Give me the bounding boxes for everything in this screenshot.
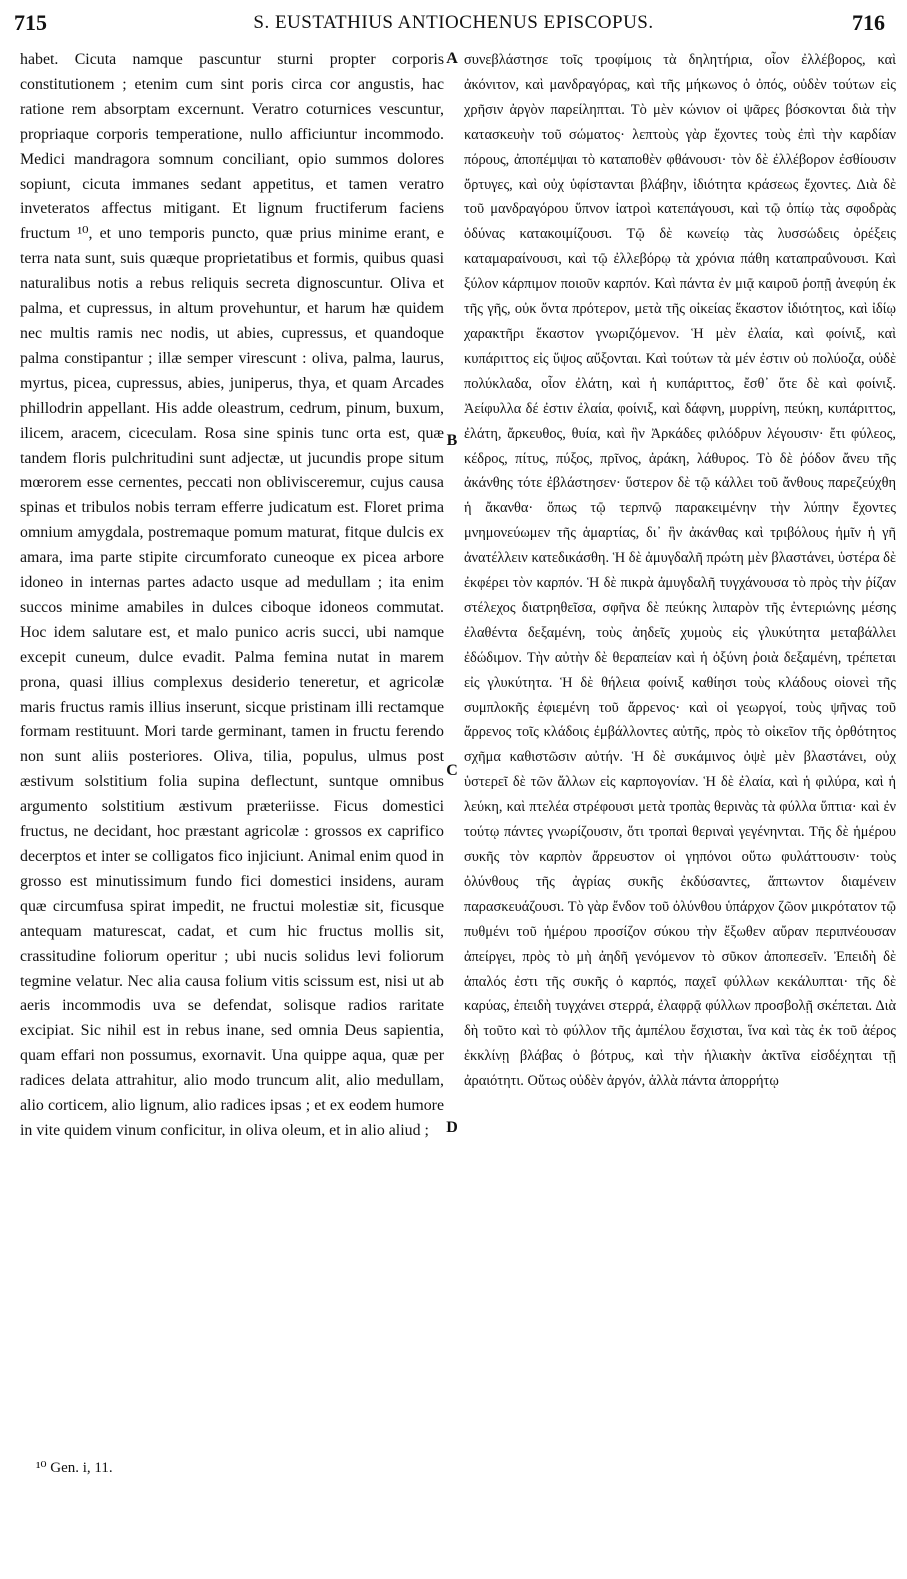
page-number-right: 716 bbox=[852, 10, 885, 35]
latin-column bbox=[20, 48, 444, 1443]
footnote: ¹⁰ Gen. i, 11. bbox=[36, 1460, 113, 1476]
section-marker-c: C bbox=[446, 762, 458, 779]
greek-column bbox=[464, 48, 896, 1443]
section-marker-a: A bbox=[446, 50, 458, 67]
section-marker-b: B bbox=[446, 432, 458, 449]
section-marker-d: D bbox=[446, 1119, 458, 1136]
latin-text: habet. Cicuta namque pascuntur sturni propter corporis constitutionem ; etenim cum sint poris circa cor angustis, hac ratione rem absorptam excernunt. Veratro coturnices vescuntur, propriaque corporis temperatione, nullo afficiuntur incommodo. Medici mandragora somnum conciliant, opio summos dolores sopiunt, cicuta immanes sedant appetitus, et tamen veratro inveteratos affectus mitigant. Et lignum fructiferum faciens fructum ¹⁰, et uno temporis puncto, quæ prius minime erant, e terra nata sunt, suis quæque proprietatibus et formis, quibus quasi naturalibus notis a rebus reliquis secreta dignoscuntur. Oliva et palma, et cupressus, in altum provehuntur, et harum hæ quidem nec multis ramis nec nodis, ut abies, cupressus, et quandoque palma constipantur ; illæ semper virescunt : oliva, palma, laurus, myrtus, picea, cupressus, abies, juniperus, thya, et quam Arcades phillodrin appellant. His adde oleastrum, cedrum, pinum, buxum, ilicem, aracem, ciceculam. Rosa sine spinis tunc orta est, quæ tandem floris pulchritudini sunt adjectæ, ut jucundis prope situm mœrorem esse cernentes, peccati non oblivisceremur, cujus causa spinas et tribulos nobis terram efferre judicatum est. Floret prima omnium amygdala, postremaque pomum maturat, fitque dulcis ex amara, ima parte stipite circumforato cuneoque ex picea arbore idoneo in internas partes adacto usque ad medullam ; ita enim succos minime amabiles in dulces ciboque idoneos commutat. Hoc idem salutare est, et malo punico acris succi, ubi namque excepit cuneum, dulce evadit. Palma femina nutat in marem prona, quasi illius complexus desiderio teneretur, et agricolæ maris fructus ramis illius inserunt, sicque pristinam illi rectamque formam restituunt. Mori tarde germinant, tamen in fructu ferendo non sunt aliis posteriores. Oliva, tilia, populus, ulmus post æstivum solstitium folia supina deflectunt, suntque omnibus argumento solstitium æstivum præteriisse. Ficus domestici fructus, ne decidant, hoc præstant agricolæ : grossos ex caprifico decerptos et inter se colligatos fico injiciunt. Animal enim quod in grosso est minutissimum fundo fici domestici insidens, auram quæ circumfusa spirat impedit, ne fructui molestiæ sit, ficusque antequam maturescat, cadat, et cum hic fructus mollis sit, crassitudine foliorum operitur ; ubi nucis solidus levi foliorum tegmine velatur. Nec alia causa folium vitis scissum est, nisi ut ab aeris incommodis uva se defendat, solisque radios raritate excipiat. Sic nihil est in rebus inane, sed omnia Deus sapientia, quam effari non possumus, exornavit. Una quippe aqua, quæ per radices delata attrahitur, alio modo truncum alit, alio medullam, alio corticem, alio lignum, alio radices ipsas ; et ex eodem humore in vite quidem vinum conficitur, in oliva oleum, et in alio aliud ; bbox=[20, 51, 444, 1139]
page-header bbox=[0, 8, 907, 42]
greek-text: συνεβλάστησε τοῖς τροφίμοις τὰ δηλητήρια, οἷον ἐλλέβορος, καὶ ἀκόνιτον, καὶ μανδραγόρας, καὶ τῆς μήκωνος ὁ ὀπός, οὐδὲν τούτων εἰς χρῆσιν ἀργὸν παρείληπται. Τὸ μὲν κώνιον οἱ ψᾶρες βόσκονται διὰ τὴν κατασκευὴν τοῦ σώματος· λεπτοὺς γὰρ ἔχοντες τοὺς ἐπὶ τὴν καρδίαν πόρους, ἀποπέμψαι τὸ καταποθὲν φθάνουσι· τὸν δὲ ἐλλέβορον ἐσθίουσιν ὄρτυγες, καὶ οὐχ ὑφίστανται βλάβην, ἰδιότητα κράσεως ἔχοντες. Διὰ δὲ τοῦ μανδραγόρου ὕπνον ἰατροὶ κατεπάγουσι, καὶ τῷ ὀπίῳ τὰς σφοδρὰς ὀδύνας κατακοιμίζουσι. Τῷ δὲ κωνείῳ τὰς λυσσώδεις ὀρέξεις καταμαραίνουσι, καὶ τῷ ἐλλεβόρῳ τὰ χρόνια πάθη καταπραΰνουσι. Καὶ ξύλον κάρπιμον ποιοῦν καρπόν. Καὶ πάντα ἐν μιᾷ καιροῦ ῥοπῇ ἀνεφύη ἐκ τῆς γῆς, οὐκ ὄντα πρότερον, μετὰ τῆς οἰκείας ἕκαστον ἰδιότητος, καὶ ἰδίῳ χαρακτῆρι ἕκαστον γνωριζόμενον. Ἡ μὲν ἐλαία, καὶ φοίνιξ, καὶ κυπάριττος εἰς ὕψος αὔξονται. Καὶ τούτων τὰ μέν ἐστιν οὐ πολύοζα, οὐδὲ πολύκλαδα, οἷον ἐλάτη, καὶ ἡ κυπάριττος, ἔσθ᾽ ὅτε δὲ καὶ φοίνιξ. Ἀείφυλλα δέ ἐστιν ἐλαία, φοίνιξ, καὶ δάφνη, μυρρίνη, πεύκη, κυπάριττος, ἐλάτη, ἄρκευθος, θυία, καὶ ἣν Ἀρκάδες φιλόδρυν λέγουσιν· ἔτι φύλεος, κέδρος, πίτυς, πύξος, πρῖνος, ἀράκη, λάθυρος. Τὸ δὲ ῥόδον ἄνευ τῆς ἀκάνθης τότε ἐβλάστησεν· ὕστερον δὲ τῷ κάλλει τοῦ ἄνθους παρεζεύχθη ἡ ἄκανθα· ὅπως τῷ τερπνῷ παρακειμένην τὴν λύπην ἔχοντες μνημονεύωμεν τῆς ἁμαρτίας, δι᾽ ἣν ἀκάνθας καὶ τριβόλους ἡμῖν ἡ γῆ ἀνατέλλειν κατεδικάσθη. Ἡ δὲ ἀμυγδαλῆ πρώτη μὲν βλαστάνει, ὑστέρα δὲ ἐκφέρει τὸν καρπόν. Ἡ δὲ πικρὰ ἀμυγδαλῆ τυγχάνουσα τὸ πρὸς τὴν ῥίζαν στέλεχος διατρηθεῖσα, σφῆνα δὲ πεύκης λιπαρὸν τῆς ἐντεριώνης μέσης ἐλαθέντα δεξαμένη, τοὺς ἀηδεῖς χυμοὺς εἰς γλυκύτητα μεταβάλλει ἐδώδιμον. Τὴν αὐτὴν δὲ θεραπείαν καὶ ἡ ὀξύνη ῥοιὰ δεξαμένη, τρέπεται εἰς γλυκύτητα. Ἡ δὲ θήλεια φοίνιξ καθίησι τοὺς κλάδους οἱονεὶ τῆς συμπλοκῆς ἐφιεμένη τοῦ ἄρρενος· καὶ οἱ γεωργοί, τοὺς ψῆνας τοῦ ἄρρενος τοῖς κλάδοις ἐμβάλλοντες αὐτῆς, πρὸς τὸ οἰκεῖον τῆς ὀρθότητος σχῆμα καθιστῶσιν αὐτήν. Ἡ δὲ συκάμινος ὀψὲ μὲν βλαστάνει, οὐχ ὑστερεῖ δὲ τῶν ἄλλων εἰς καρπογονίαν. Ἡ δὲ ἐλαία, καὶ ἡ φιλύρα, καὶ ἡ λεύκη, καὶ πτελέα στρέφουσι μετὰ τροπὰς θερινὰς τὰ φύλλα ὕπτια· καὶ ἐν τούτῳ πάντες γνωρίζουσιν, ὅτι τροπαὶ θεριναὶ γεγένηνται. Τῆς δὲ ἡμέρου συκῆς τὸν καρπὸν ἄρρευστον οἱ γηπόνοι οὕτω φυλάττουσιν· τοὺς ὀλύνθους τῆς ἀγρίας συκῆς ἐκδύσαντες, ἅπτωντον διαμένειν παρασκευάζουσι. Τὸ γὰρ ἔνδον τοῦ ὀλύνθου ὑπάρχον ζῶον μικρότατον τῷ πυθμένι τοῦ ἡμέρου προσίζον σύκου τὴν ἔξωθεν αὔραν περιπνέουσαν ἀπείργει, πρὸς τὸ μὴ ἀηδῆ γενόμενον τὸ σῦκον ἀποπεσεῖν. Ἐπειδὴ δὲ ἁπαλός ἐστι τῆς συκῆς ὁ καρπός, παχεῖ φύλλων κεκάλυπται· τῆς δὲ καρύας, ἐπειδὴ τυγχάνει στερρά, ἐλαφρᾷ φύλλων προσβολῇ σκέπεται. Διὰ δὴ τοῦτο καὶ τὸ φύλλον τῆς ἀμπέλου ἔσχισται, ἵνα καὶ τὰς ἐκ τοῦ ἀέρος ἐκκλίνῃ βλάβας ὁ βότρυς, καὶ τὴν ἡλιακὴν ἀκτῖνα εἰσδέχηται τῇ ἀραιότητι. Οὕτως οὐδὲν ἀργόν, ἀλλὰ πάντα ἀπορρήτῳ bbox=[464, 52, 896, 1090]
page-number-left: 715 bbox=[14, 10, 47, 35]
running-title: S. EUSTATHIUS ANTIOCHENUS EPISCOPUS. bbox=[253, 12, 654, 33]
